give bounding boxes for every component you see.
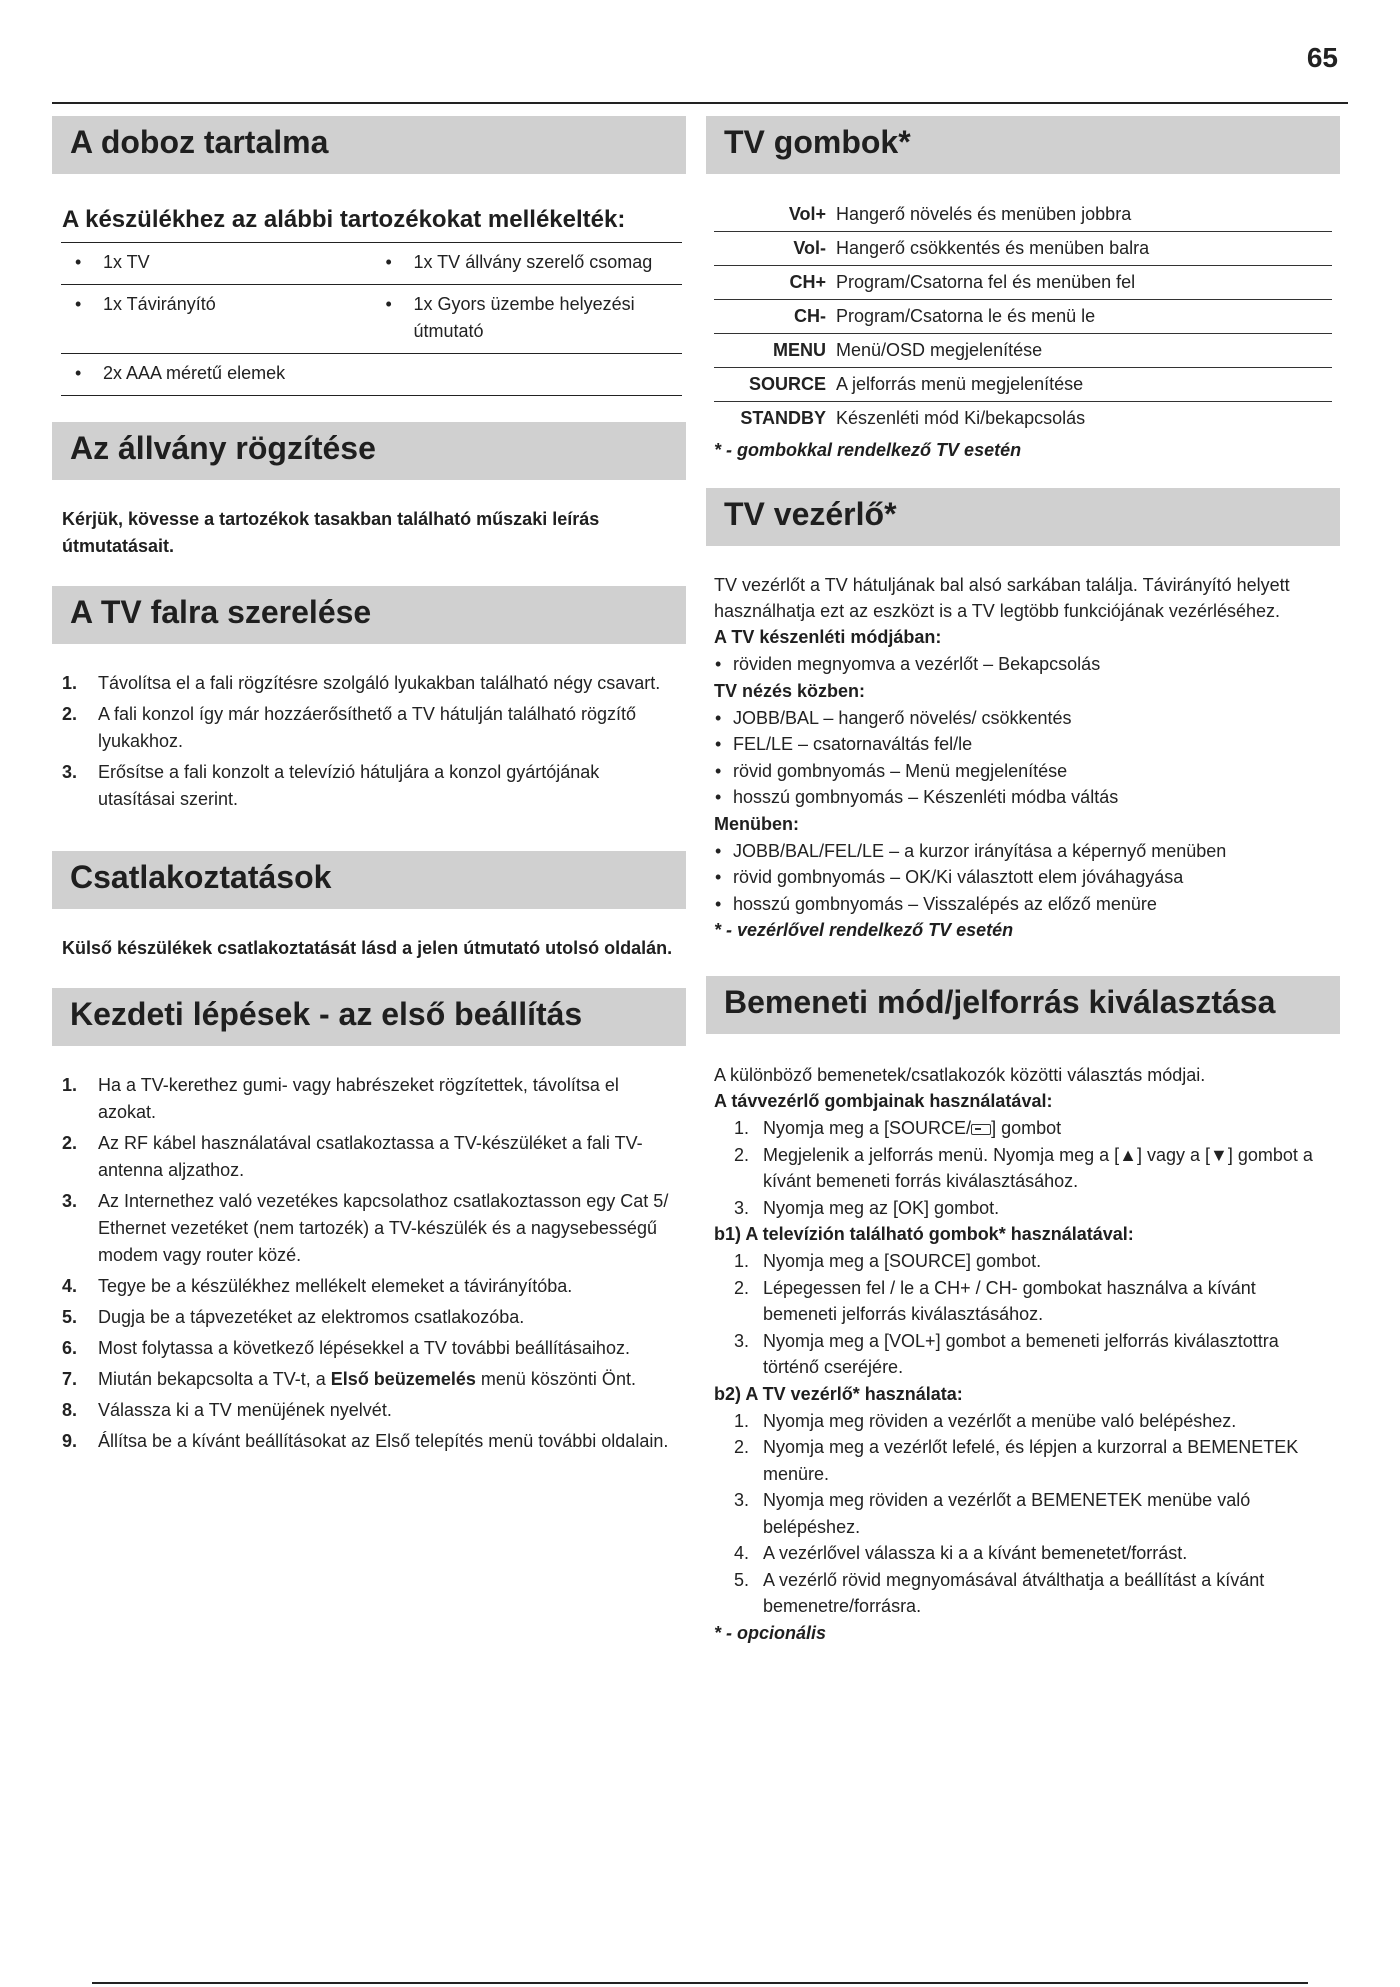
standby-list xyxy=(706,651,1340,678)
remote-method-label: A távvezérlő gombjainak használatával: xyxy=(714,1091,1053,1111)
tv-buttons-footnote: * - gombokkal rendelkező TV esetén xyxy=(714,440,1022,460)
table-row: SOURCE A jelforrás menü megjelenítése xyxy=(714,368,1332,402)
section-stand-header: Az állvány rögzítése xyxy=(52,422,686,480)
bullet-icon: • xyxy=(75,294,82,314)
standby-label: A TV készenléti módjában: xyxy=(714,627,942,647)
bullet-icon: • xyxy=(75,363,82,383)
list-item: 1. Távolítsa el a fali rögzítésre szolgáló lyukakban található négy csavart. xyxy=(62,673,661,693)
bullet-icon: • xyxy=(385,252,392,272)
list-item: 5. A vezérlő rövid megnyomásával átválthatja a beállítást a kívánt bemenetre/forrásra. xyxy=(734,1569,1265,1616)
bullet-icon: • xyxy=(385,294,392,314)
list-item: 7. Miután bekapcsolta a TV-t, a Első beüzemelés menü köszönti Önt. xyxy=(62,1369,636,1389)
table-cell: • 1x TV állvány szerelő csomag xyxy=(372,243,683,284)
controller-method-label: b2) A TV vezérlő* használata: xyxy=(714,1383,963,1404)
section-tv-controller-header: TV vezérlő* xyxy=(706,488,1340,546)
remote-method-steps xyxy=(706,1115,1340,1221)
list-item: • JOBB/BAL – hangerő növelés/ csökkentés xyxy=(714,705,1332,732)
list-item: 3. Nyomja meg a [VOL+] gombot a bemeneti jelforrás kiválasztottra történő cseréjére. xyxy=(734,1330,1279,1377)
list-item: • FEL/LE – csatornaváltás fel/le xyxy=(714,731,1332,758)
section-box-contents-header: A doboz tartalma xyxy=(52,116,686,174)
list-item: 1. Nyomja meg röviden a vezérlőt a menübe való belépéshez. xyxy=(734,1410,1237,1431)
list-item: 1. Nyomja meg a [SOURCE] gombot. xyxy=(734,1251,1042,1271)
table-row: Vol+ Hangerő növelés és menüben jobbra xyxy=(714,198,1332,232)
tv-buttons-table xyxy=(714,198,1332,435)
list-item: • röviden megnyomva a vezérlőt – Bekapcsolás xyxy=(714,651,1332,678)
list-item: 3. Az Internethez való vezetékes kapcsolathoz csatlakoztasson egy Cat 5/ Ethernet vezetéket (nem tartozék) a TV-készülék és a nagysebességű modem vagy router közé. xyxy=(62,1191,669,1265)
table-cell: • 1x TV xyxy=(61,243,372,284)
section-tv-buttons-header: TV gombok* xyxy=(706,116,1340,174)
list-item: 1. Ha a TV-kerethez gumi- vagy habrészeket rögzítettek, távolítsa el azokat. xyxy=(62,1075,619,1122)
table-row: MENU Menü/OSD megjelenítése xyxy=(714,334,1332,368)
list-item: 2. Megjelenik a jelforrás menü. Nyomja meg a [▲] vagy a [▼] gombot a kívánt bemeneti forrás kiválasztásához. xyxy=(734,1144,1313,1191)
first-install-term: Első beüzemelés xyxy=(330,1369,476,1389)
list-item: 2. Lépegessen fel / le a CH+ / CH- gombokat használva a kívánt bemeneti jelforrás kiválasztásához. xyxy=(734,1277,1256,1324)
controller-intro: TV vezérlőt a TV hátuljának bal alsó sarkában találja. Távirányító helyett használhatja ezt az eszközt is a TV legtöbb funkciójának vezérléséhez. xyxy=(714,575,1290,621)
table-row: STANDBY Készenléti mód Ki/bekapcsolás xyxy=(740,408,1086,428)
table-row xyxy=(61,243,682,285)
watching-list xyxy=(706,705,1340,811)
accessories-table xyxy=(61,242,682,396)
section-wall-mount-header: A TV falra szerelése xyxy=(52,586,686,644)
watching-label: TV nézés közben: xyxy=(714,680,866,701)
page-number: 65 xyxy=(1306,42,1338,73)
list-item: 1. Nyomja meg a [SOURCE/ ] gombot xyxy=(734,1118,1062,1138)
menu-list xyxy=(706,838,1340,918)
list-item: • rövid gombnyomás – Menü megjelenítése xyxy=(714,758,1332,785)
table-row: Vol- Hangerő csökkentés és menüben balra xyxy=(714,232,1332,266)
first-setup-steps xyxy=(52,1072,686,1455)
list-item: • JOBB/BAL/FEL/LE – a kurzor irányítása a képernyő menüben xyxy=(714,838,1332,865)
table-cell: • 1x Távirányító xyxy=(61,285,372,353)
list-item: 4. A vezérlővel válassza ki a a kívánt bemenetet/forrást. xyxy=(734,1543,1188,1563)
list-item: 2. A fali konzol így már hozzáerősíthető a TV hátulján található rögzítő lyukakhoz. xyxy=(62,704,636,751)
list-item: 2. Nyomja meg a vezérlőt lefelé, és lépjen a kurzorral a BEMENETEK menüre. xyxy=(734,1437,1299,1484)
controller-method-steps xyxy=(706,1408,1340,1620)
menu-label: Menüben: xyxy=(714,813,799,834)
tv-buttons-method-steps xyxy=(706,1248,1340,1381)
right-column xyxy=(706,116,1340,1647)
list-item: 4. Tegye be a készülékhez mellékelt elemeket a távirányítóba. xyxy=(62,1276,573,1296)
table-cell-empty xyxy=(372,354,683,395)
tv-buttons-method-label: b1) A televízión található gombok* használatával: xyxy=(714,1224,1134,1244)
stand-instructions: Kérjük, kövesse a tartozékok tasakban található műszaki leírás útmutatásait. xyxy=(62,509,600,556)
box-contents-subtitle: A készülékhez az alábbi tartozékokat mellékelték: xyxy=(62,206,626,233)
table-row xyxy=(61,285,682,354)
table-cell: • 2x AAA méretű elemek xyxy=(61,354,372,395)
wall-mount-steps xyxy=(52,670,686,813)
section-connections-header: Csatlakoztatások xyxy=(52,851,686,909)
section-first-setup-header: Kezdeti lépések - az első beállítás xyxy=(52,988,686,1046)
section-input-source-header: Bemeneti mód/jelforrás kiválasztása xyxy=(706,976,1340,1034)
top-divider xyxy=(52,102,1348,104)
connections-text: Külső készülékek csatlakoztatását lásd a jelen útmutató utolsó oldalán. xyxy=(62,938,673,958)
input-footnote: * - opcionális xyxy=(714,1622,827,1643)
list-item: • rövid gombnyomás – OK/Ki választott elem jóváhagyása xyxy=(714,864,1332,891)
list-item: 9. Állítsa be a kívánt beállításokat az Első telepítés menü további oldalain. xyxy=(62,1431,669,1451)
table-cell: • 1x Gyors üzembe helyezési útmutató xyxy=(372,285,683,353)
input-intro: A különböző bemenetek/csatlakozók közötti választás módjai. xyxy=(714,1065,1206,1085)
source-icon xyxy=(971,1124,991,1135)
list-item: 3. Erősítse a fali konzolt a televízió hátuljára a konzol gyártójának utasításai szerint. xyxy=(62,762,600,809)
table-row xyxy=(61,354,682,396)
list-item: 5. Dugja be a tápvezetéket az elektromos csatlakozóba. xyxy=(62,1307,525,1327)
bottom-divider xyxy=(92,1982,1308,1984)
list-item: 3. Nyomja meg az [OK] gombot. xyxy=(734,1197,1000,1218)
list-item: • hosszú gombnyomás – Visszalépés az előző menüre xyxy=(714,891,1332,918)
left-column xyxy=(52,116,686,1459)
controller-footnote: * - vezérlővel rendelkező TV esetén xyxy=(714,920,1014,940)
list-item: 3. Nyomja meg röviden a vezérlőt a BEMENETEK menübe való belépéshez. xyxy=(734,1490,1251,1537)
list-item: 8. Válassza ki a TV menüjének nyelvét. xyxy=(62,1400,392,1420)
table-row: CH- Program/Csatorna le és menü le xyxy=(714,300,1332,334)
bullet-icon: • xyxy=(75,252,82,272)
list-item: 6. Most folytassa a következő lépésekkel a TV további beállításaihoz. xyxy=(62,1338,630,1358)
table-row: CH+ Program/Csatorna fel és menüben fel xyxy=(714,266,1332,300)
list-item: • hosszú gombnyomás – Készenléti módba váltás xyxy=(714,784,1332,811)
list-item: 2. Az RF kábel használatával csatlakoztassa a TV-készüléket a fali TV-antenna aljzathoz. xyxy=(62,1133,643,1180)
